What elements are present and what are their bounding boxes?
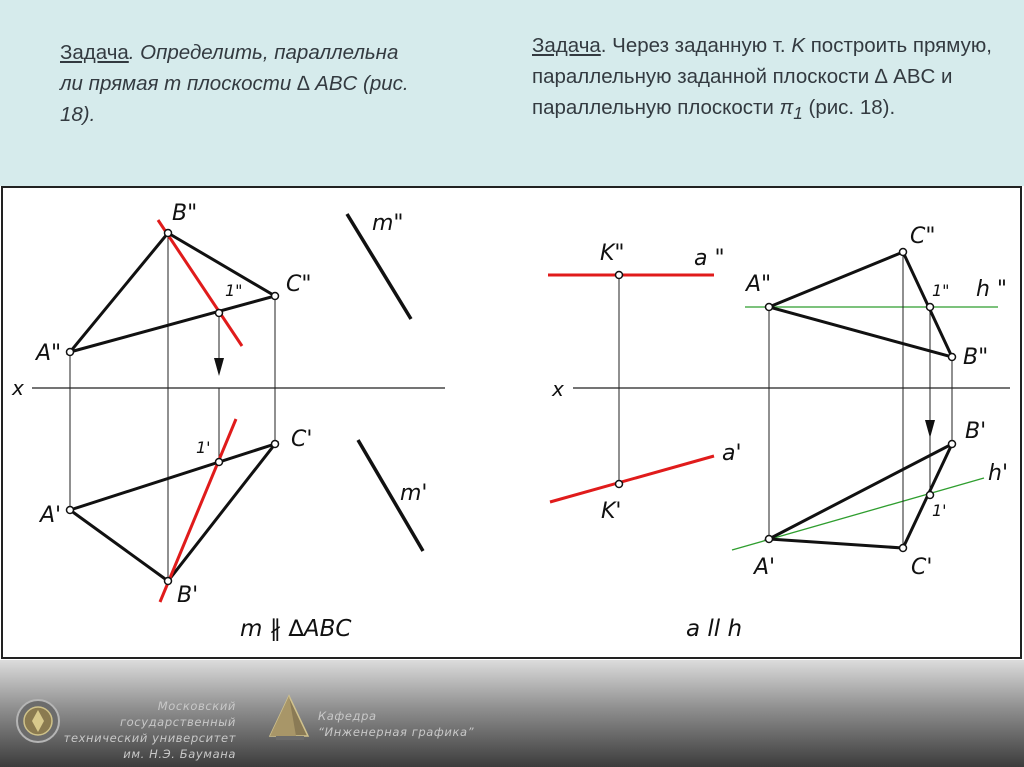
task-right-var: K bbox=[791, 34, 806, 57]
task-left-heading: Задача bbox=[60, 41, 129, 64]
label-k1: K' bbox=[601, 499, 622, 524]
point-ra2 bbox=[766, 304, 773, 311]
point-k2 bbox=[616, 272, 623, 279]
label-r12: 1" bbox=[932, 281, 950, 300]
department-line-2: “Инженерная графика” bbox=[318, 725, 475, 739]
label-h1: h' bbox=[988, 461, 1008, 486]
point-12 bbox=[216, 310, 223, 317]
task-right-abc: ABC bbox=[893, 65, 936, 88]
frame-border bbox=[2, 187, 1021, 658]
point-rc2 bbox=[900, 249, 907, 256]
label-m2: m" bbox=[372, 211, 404, 236]
task-right-body-2: построить прямую, параллельную заданной плоскости ∆ bbox=[532, 34, 992, 88]
label-right-x: x bbox=[552, 377, 564, 401]
task-right-body-4: (рис. 18). bbox=[802, 96, 896, 119]
label-ra2: A" bbox=[746, 272, 772, 297]
point-11 bbox=[216, 459, 223, 466]
label-a-line1: a' bbox=[722, 441, 742, 466]
point-a2 bbox=[67, 349, 74, 356]
label-c1: C' bbox=[291, 427, 313, 452]
label-b2: B" bbox=[172, 201, 198, 226]
department-name bbox=[318, 708, 474, 740]
footer bbox=[0, 660, 1024, 767]
point-rc1 bbox=[900, 545, 907, 552]
point-c2 bbox=[272, 293, 279, 300]
department-logo-icon bbox=[266, 692, 312, 742]
point-rb2 bbox=[949, 354, 956, 361]
point-a1 bbox=[67, 507, 74, 514]
university-line-2: технический университет bbox=[63, 731, 236, 745]
point-r12 bbox=[927, 304, 934, 311]
label-h2: h " bbox=[976, 277, 1008, 302]
point-b2 bbox=[165, 230, 172, 237]
university-emblem-icon bbox=[14, 696, 62, 746]
task-right-body: . Через заданную т. bbox=[600, 34, 792, 57]
label-ra1: A' bbox=[754, 555, 776, 580]
task-right-body-3: и параллельную плоскости bbox=[532, 65, 953, 119]
drawing-frame bbox=[0, 186, 1024, 660]
task-right-heading: Задача bbox=[532, 34, 601, 57]
point-k1 bbox=[616, 481, 623, 488]
label-a1: A' bbox=[40, 503, 62, 528]
point-r11 bbox=[927, 492, 934, 499]
task-left-body-2: плоскости ∆ ABC (рис. 18). bbox=[60, 72, 409, 126]
label-a2: A" bbox=[36, 341, 62, 366]
header-panel bbox=[0, 0, 1024, 186]
point-c1 bbox=[272, 441, 279, 448]
label-c2: C" bbox=[286, 272, 312, 297]
task-right-pi: π bbox=[779, 96, 794, 119]
point-ra1 bbox=[766, 536, 773, 543]
department-line-1: Кафедра bbox=[318, 709, 377, 723]
label-11: 1' bbox=[196, 438, 211, 457]
label-rb1: B' bbox=[965, 419, 987, 444]
label-12: 1" bbox=[225, 281, 243, 300]
task-left-body: . Определить, параллельна ли прямая bbox=[60, 41, 399, 95]
label-b1: B' bbox=[177, 583, 199, 608]
label-m1: m' bbox=[400, 481, 428, 506]
task-right-pi-sub: 1 bbox=[793, 104, 803, 124]
point-rb1 bbox=[949, 441, 956, 448]
label-rc2: C" bbox=[910, 224, 936, 249]
university-line-1: Московский государственный bbox=[120, 699, 236, 729]
label-r11: 1' bbox=[932, 501, 947, 520]
right-conclusion: a ll h bbox=[686, 616, 743, 642]
university-name bbox=[60, 698, 236, 762]
label-rb2: B" bbox=[963, 345, 989, 370]
task-left-text bbox=[60, 37, 420, 130]
point-b1 bbox=[165, 578, 172, 585]
label-rc1: C' bbox=[911, 555, 933, 580]
university-line-3: им. Н.Э. Баумана bbox=[123, 747, 236, 761]
label-left-x: x bbox=[12, 376, 24, 400]
left-conclusion: m ∦ ∆ABC bbox=[240, 616, 352, 642]
task-left-var: m bbox=[164, 72, 182, 95]
label-k2: K" bbox=[600, 241, 625, 266]
label-a-line2: a " bbox=[694, 246, 725, 271]
task-right-text bbox=[532, 30, 1002, 129]
